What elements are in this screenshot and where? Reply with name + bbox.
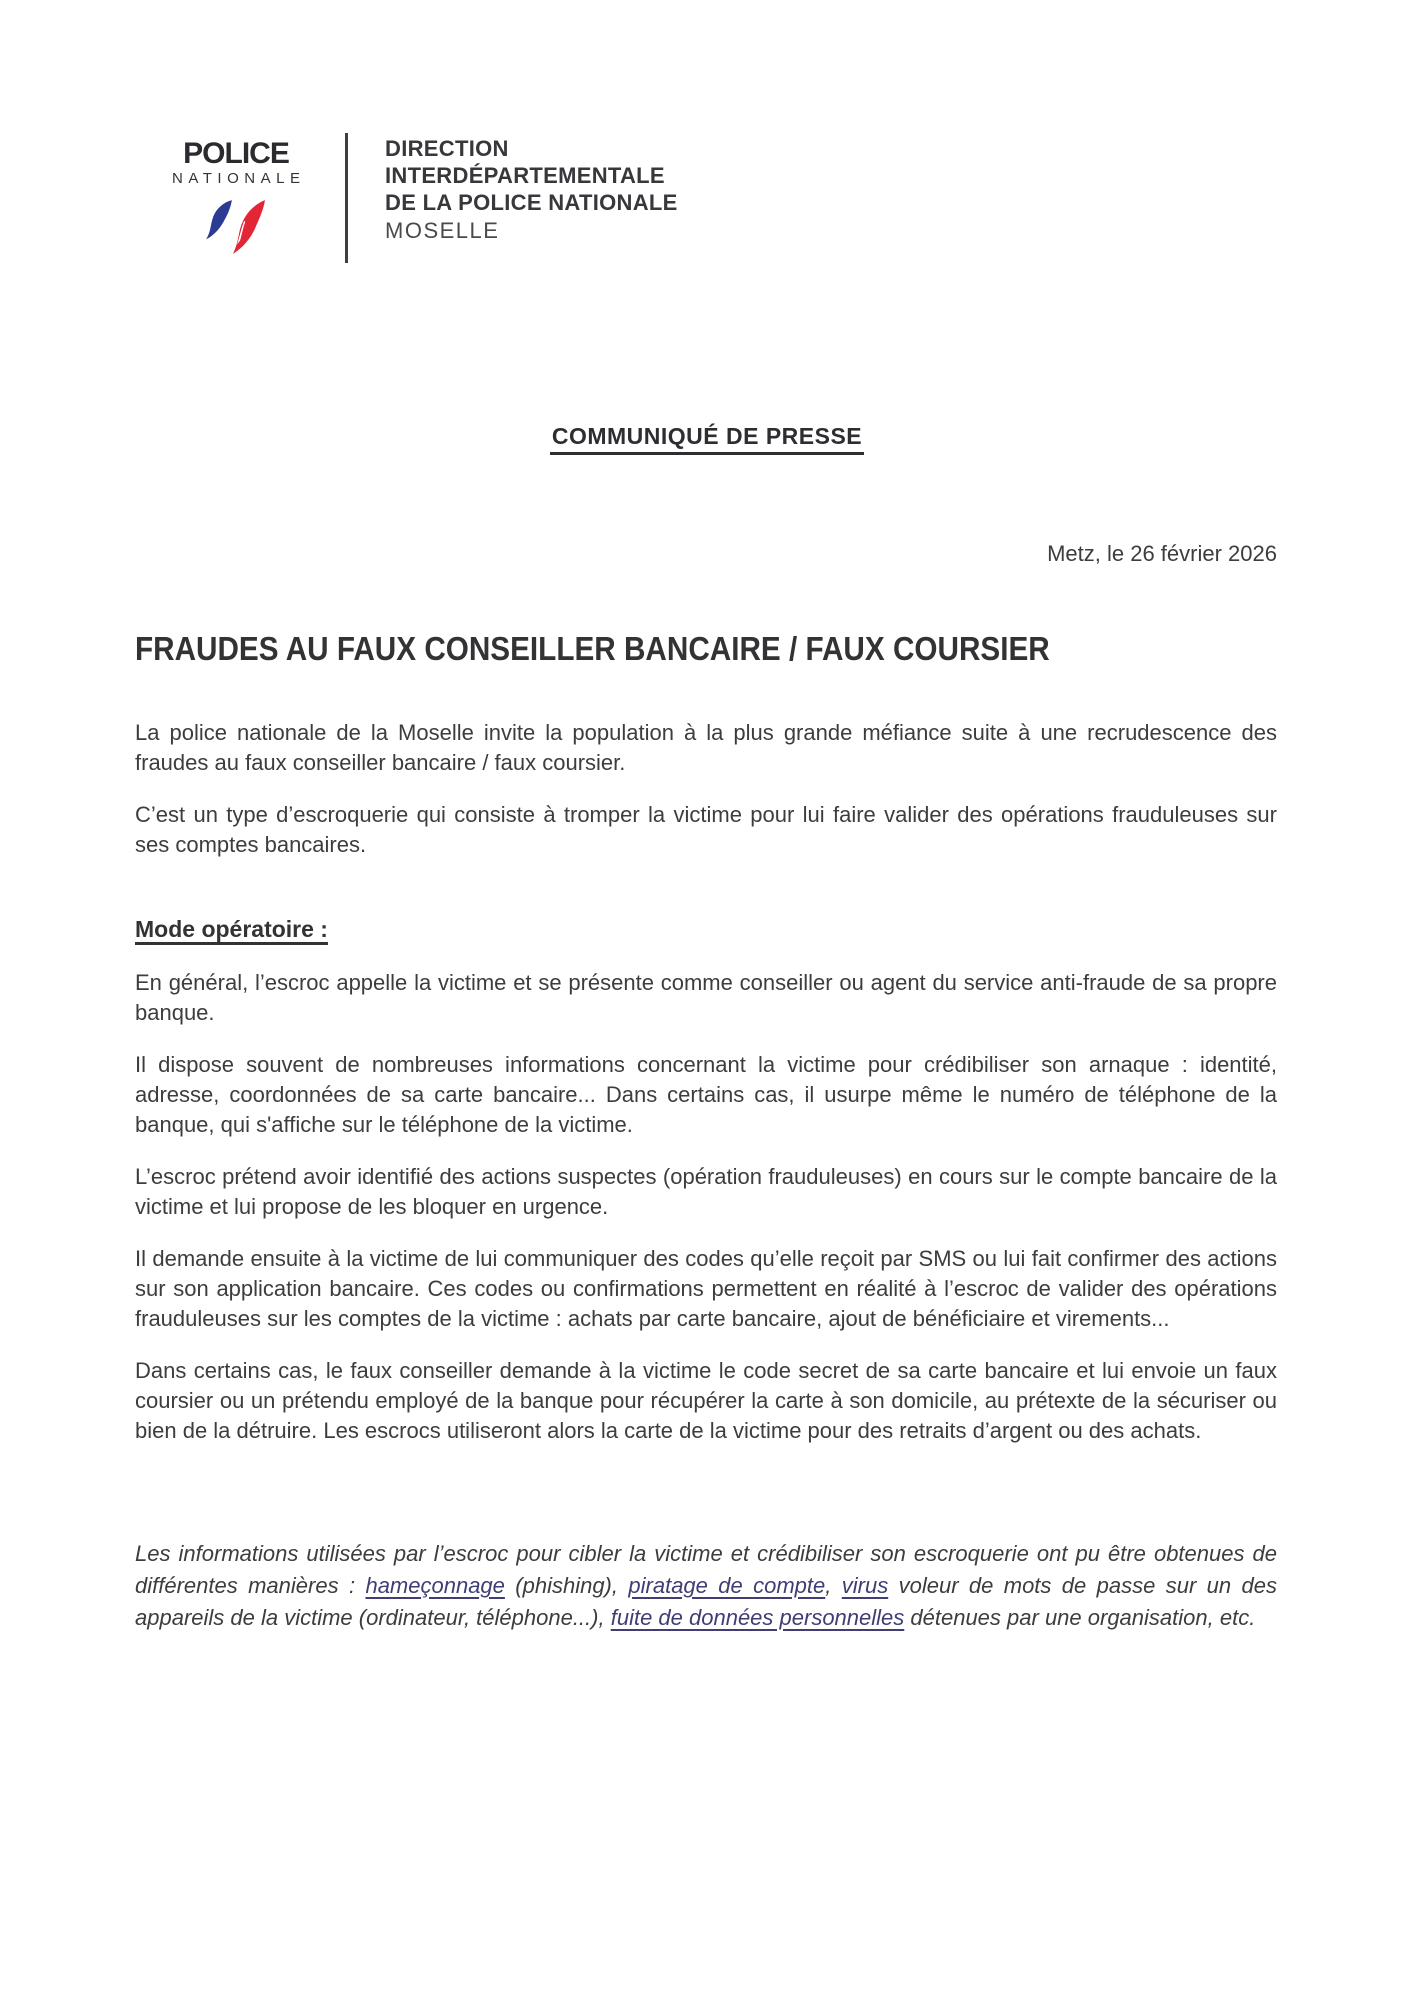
note-link[interactable]: piratage de compte [628,1573,826,1598]
body-paragraph: En général, l’escroc appelle la victime et se présente comme conseiller ou agent du service anti-fraude de sa propre banque. [135,970,1277,1025]
direction-department: MOSELLE [385,218,500,243]
body-paragraph: Il dispose souvent de nombreuses informations concernant la victime pour crédibiliser son arnaque : identité, adresse, coordonnées de sa carte bancaire... Dans certains cas, il usurpe même le numéro de téléphone de la banque, qui s'affiche sur le téléphone de la victime. [135,1052,1277,1137]
note-link[interactable]: fuite de données personnelles [610,1605,905,1630]
dateline: Metz, le 26 février 2026 [1047,541,1277,566]
direction-line: DIRECTION [385,136,509,161]
section-heading: Mode opératoire : [135,916,328,942]
note-text: (phishing), [504,1573,629,1598]
note-link[interactable]: virus [841,1573,889,1598]
direction-name-block [385,135,678,244]
press-release-title: COMMUNIQUÉ DE PRESSE [550,423,864,455]
header-divider [345,133,348,263]
press-release-title-wrap [0,423,1414,455]
tricolor-flag-icon [205,200,267,254]
police-nationale-logo [163,137,309,259]
note-text: détenues par une organisation, etc. [904,1605,1256,1630]
note-text: voleur de mots de passe sur un des appareils de la victime (ordinateur, téléphone...), [135,1573,1277,1630]
direction-line: DE LA POLICE NATIONALE [385,190,678,215]
headline: FRAUDES AU FAUX CONSEILLER BANCAIRE / FAUX COURSIER [135,630,1050,667]
note-text: Les informations utilisées par l’escroc pour cibler la victime et crédibiliser son escroquerie ont pu être obtenues de différentes manières : [135,1541,1277,1598]
intro-paragraph: C’est un type d’escroquerie qui consiste à tromper la victime pour lui faire valider des opérations frauduleuses sur ses comptes bancaires. [135,802,1277,857]
note-link[interactable]: hameçonnage [365,1573,505,1598]
body-paragraph: Dans certains cas, le faux conseiller demande à la victime le code secret de sa carte bancaire et lui envoie un faux coursier ou un prétendu employé de la banque pour récupérer la carte à son domicile, au prétexte de la sécuriser ou bien de la détruire. Les escrocs utiliseront alors la carte de la victime pour des retraits d’argent ou des achats. [135,1358,1277,1443]
document-body [135,632,1277,1656]
direction-line: INTERDÉPARTEMENTALE [385,163,665,188]
note-paragraph [135,1538,1277,1634]
body-paragraph: L’escroc prétend avoir identifié des actions suspectes (opération frauduleuses) en cours sur le compte bancaire de la victime et lui propose de les bloquer en urgence. [135,1164,1277,1219]
logo-police-text: POLICE [183,137,289,170]
body-paragraph: Il demande ensuite à la victime de lui communiquer des codes qu’elle reçoit par SMS ou lui fait confirmer des actions sur son application bancaire. Ces codes ou confirmations permettent en réalité à l’escroc de valider des opérations frauduleuses sur les comptes de la victime : achats par carte bancaire, ajout de bénéficiaire et virements... [135,1246,1277,1331]
intro-paragraph: La police nationale de la Moselle invite la population à la plus grande méfiance suite à une recrudescence des fraudes au faux conseiller bancaire / faux coursier. [135,720,1277,775]
note-text: , [825,1573,842,1598]
logo-nationale-text: NATIONALE [172,170,306,187]
